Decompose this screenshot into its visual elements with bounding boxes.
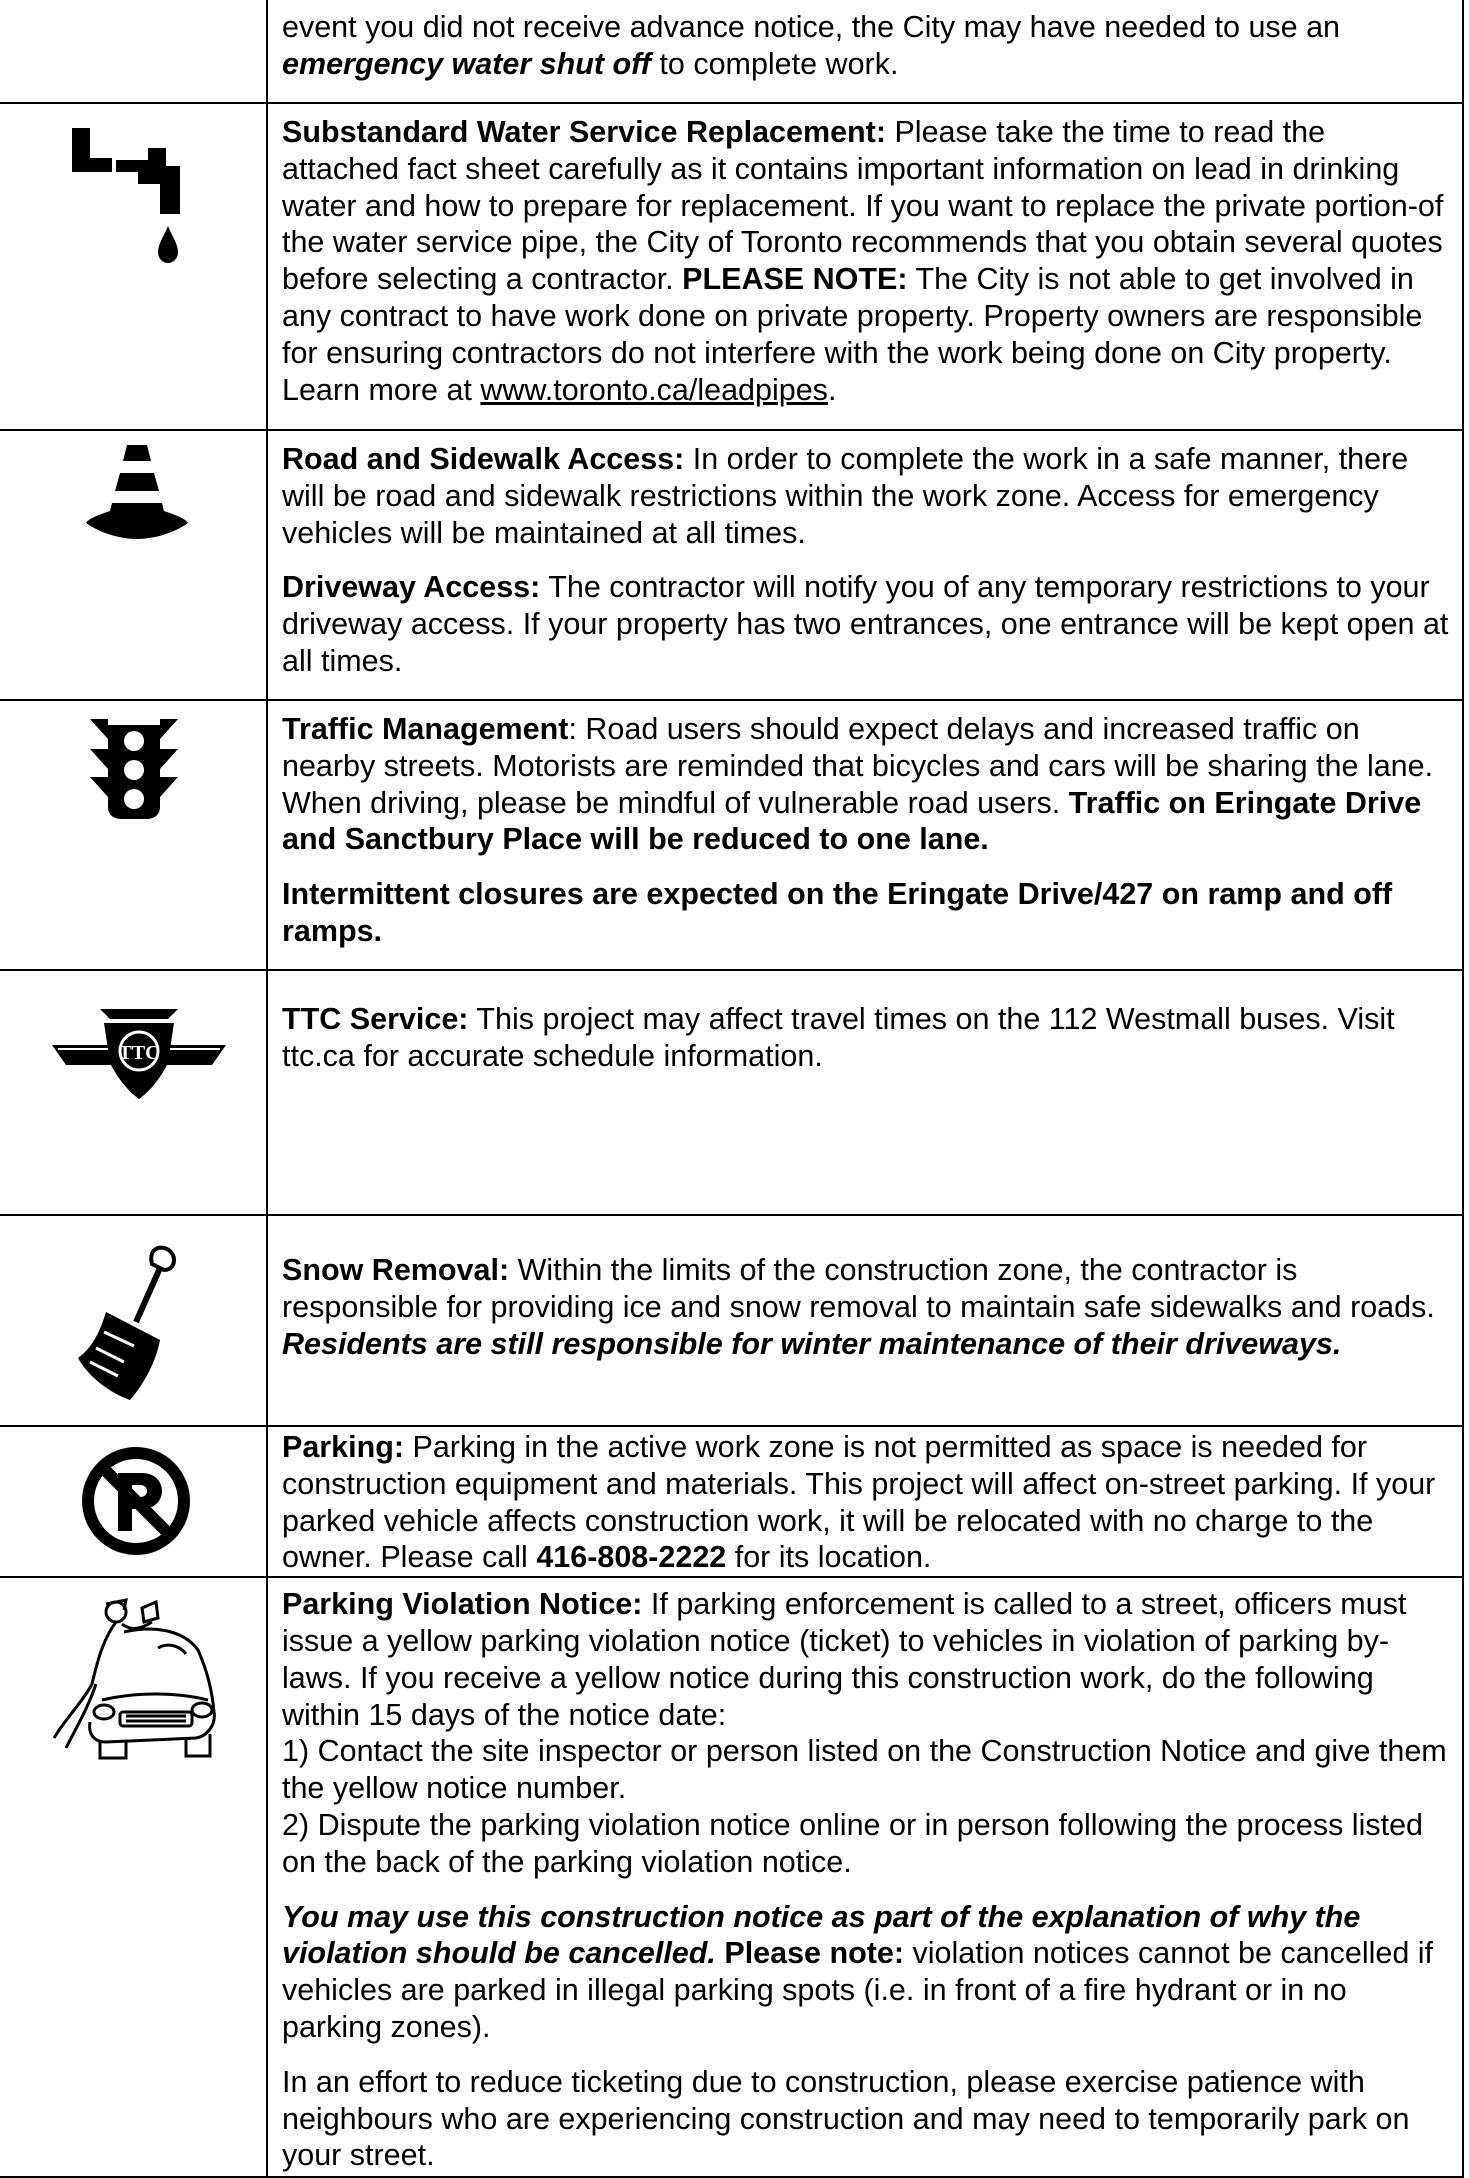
ttc-text-cell — [267, 970, 1463, 1215]
violation-emphasis: You may use this construction notice as part of the explanation of why the violation should be cancelled. — [282, 1899, 1361, 1971]
parking-paragraph — [282, 1429, 1450, 1576]
parking-text-cell — [267, 1426, 1463, 1577]
driveway-heading: Driveway Access: — [282, 570, 541, 605]
shutoff-text-cell — [267, 0, 1463, 103]
notice-row-ttc — [0, 970, 1463, 1215]
no-parking-icon — [80, 1445, 192, 1557]
notice-row-violation — [0, 1577, 1463, 2177]
water-icon-cell — [0, 103, 267, 430]
traffic-text-cell — [267, 700, 1463, 970]
ttc-icon-cell — [0, 970, 267, 1215]
notice-row-parking — [0, 1426, 1463, 1577]
snow-text-cell — [267, 1215, 1463, 1426]
water-heading: Substandard Water Service Replacement: — [282, 115, 886, 149]
shutoff-emphasis: emergency water shut off — [282, 46, 651, 81]
violation-note-label: Please note: — [715, 1936, 905, 1971]
violation-text-cell — [267, 1577, 1463, 2177]
parking-icon-cell — [0, 1426, 267, 1577]
empty-icon-cell — [0, 0, 267, 103]
traffic-heading: Traffic Management — [282, 712, 569, 746]
road-heading: Road and Sidewalk Access: — [282, 442, 685, 476]
road-text-cell — [267, 430, 1463, 700]
traffic-text: : Road users should expect delays and increased traffic on nearby streets. Motorists are reminded that bicycles and cars will be sharing the lane. When driving, please be mindful of vulnerable road users. — [282, 712, 1434, 820]
snow-paragraph — [282, 1252, 1450, 1362]
snow-emphasis: Residents are still responsible for winter maintenance of their driveways. — [282, 1326, 1342, 1361]
svg-text:TTC: TTC — [118, 1042, 160, 1064]
parking-ticket-icon — [46, 1588, 226, 1768]
leadpipes-link[interactable]: www.toronto.ca/leadpipes — [480, 372, 828, 407]
snow-icon-cell — [0, 1215, 267, 1426]
shutoff-paragraph — [282, 9, 1450, 83]
water-tap-icon — [68, 122, 188, 272]
notice-row-road — [0, 430, 1463, 700]
violation-patience-text: In an effort to reduce ticketing due to construction, please exercise patience with neighbours who are experiencing construction and may need to temporarily park on your street. — [282, 2064, 1410, 2173]
parking-text: Parking in the active work zone is not permitted as space is needed for construction equipment and materials. This project will affect on-street parking. If your parked vehicle affects construction work, it will be relocated with no charge to the owner. Please call — [282, 1430, 1436, 1575]
road-text: In order to complete the work in a safe manner, there will be road and sidewalk restrictions within the work zone. Access for emergency vehicles will be maintained at all times. — [282, 442, 1409, 550]
ttc-paragraph — [282, 1001, 1450, 1075]
parking-heading: Parking: — [282, 1430, 405, 1464]
parking-phone-number: 416-808-2222 — [536, 1540, 727, 1575]
traffic-icon-cell — [0, 700, 267, 970]
road-icon-cell — [0, 430, 267, 700]
ramp-closures-text: Intermittent closures are expected on the Eringate Drive/427 on ramp and off ramps. — [282, 877, 1393, 948]
traffic-cone-icon — [84, 445, 190, 541]
violation-patience-paragraph — [282, 2064, 1450, 2174]
driveway-text: The contractor will notify you of any temporary restrictions to your driveway access. If your property has two entrances, one entrance will be kept open at all times. — [282, 570, 1449, 678]
shutoff-text-end: to complete work. — [650, 46, 899, 81]
traffic-lane-reduction: Traffic on Eringate Drive and Sanctbury Place will be reduced to one lane. — [282, 785, 1422, 857]
ttc-text: This project may affect travel times on the 112 Westmall buses. Visit ttc.ca for accurate schedule information. — [282, 1002, 1395, 1073]
shutoff-text: event you did not receive advance notice, the City may have needed to use an — [282, 10, 1341, 44]
notice-row-water — [0, 103, 1463, 430]
snow-heading: Snow Removal: — [282, 1253, 510, 1287]
traffic-paragraph — [282, 711, 1450, 858]
violation-text: If parking enforcement is called to a street, officers must issue a yellow parking violation notice (ticket) to vehicles in violation of parking by-laws. If you receive a yellow notice during this construction work, do the following within 15 days of the notice date: — [282, 1587, 1407, 1732]
road-paragraph — [282, 441, 1450, 551]
water-text-end: . — [827, 372, 837, 407]
violation-step-1: 1) Contact the site inspector or person listed on the Construction Notice and give them the yellow notice number. — [282, 1734, 1447, 1806]
violation-note-text: violation notices cannot be cancelled if vehicles are parked in illegal parking spots (i.e. in front of a fire hydrant or in no parking zones). — [282, 1936, 1434, 2044]
violation-step-2: 2) Dispute the parking violation notice online or in person following the process listed on the back of the parking violation notice. — [282, 1807, 1424, 1879]
parking-text-end: for its location. — [726, 1540, 932, 1575]
driveway-paragraph — [282, 569, 1450, 679]
traffic-light-icon — [86, 715, 182, 821]
notice-row-traffic — [0, 700, 1463, 970]
violation-heading: Parking Violation Notice: — [282, 1587, 643, 1622]
water-note-label: PLEASE NOTE: — [682, 262, 908, 297]
snow-shovel-icon — [74, 1244, 184, 1404]
violation-note-paragraph — [282, 1899, 1450, 2046]
notice-row-snow — [0, 1215, 1463, 1426]
ttc-heading: TTC Service: — [282, 1002, 469, 1036]
water-text-cell — [267, 103, 1463, 430]
water-text-2: The City is not able to get involved in any contract to have work done on private property. Property owners are responsible for ensuring contractors do not interfere with the work being done on City property. Learn more at — [282, 262, 1423, 407]
closures-paragraph — [282, 876, 1450, 950]
ttc-logo-icon — [50, 1001, 228, 1101]
notice-row-shutoff — [0, 0, 1463, 103]
violation-paragraph — [282, 1586, 1450, 1880]
snow-text: Within the limits of the construction zone, the contractor is responsible for providing ice and snow removal to maintain safe sidewalks and roads. — [282, 1253, 1435, 1324]
water-paragraph — [282, 114, 1450, 408]
violation-icon-cell — [0, 1577, 267, 2177]
water-text: Please take the time to read the attached fact sheet carefully as it contains important information on lead in drinking water and how to prepare for replacement. If you want to replace the private portion-of the water service pipe, the City of Toronto recommends that you obtain several quotes before selecting a contractor. — [282, 115, 1444, 297]
